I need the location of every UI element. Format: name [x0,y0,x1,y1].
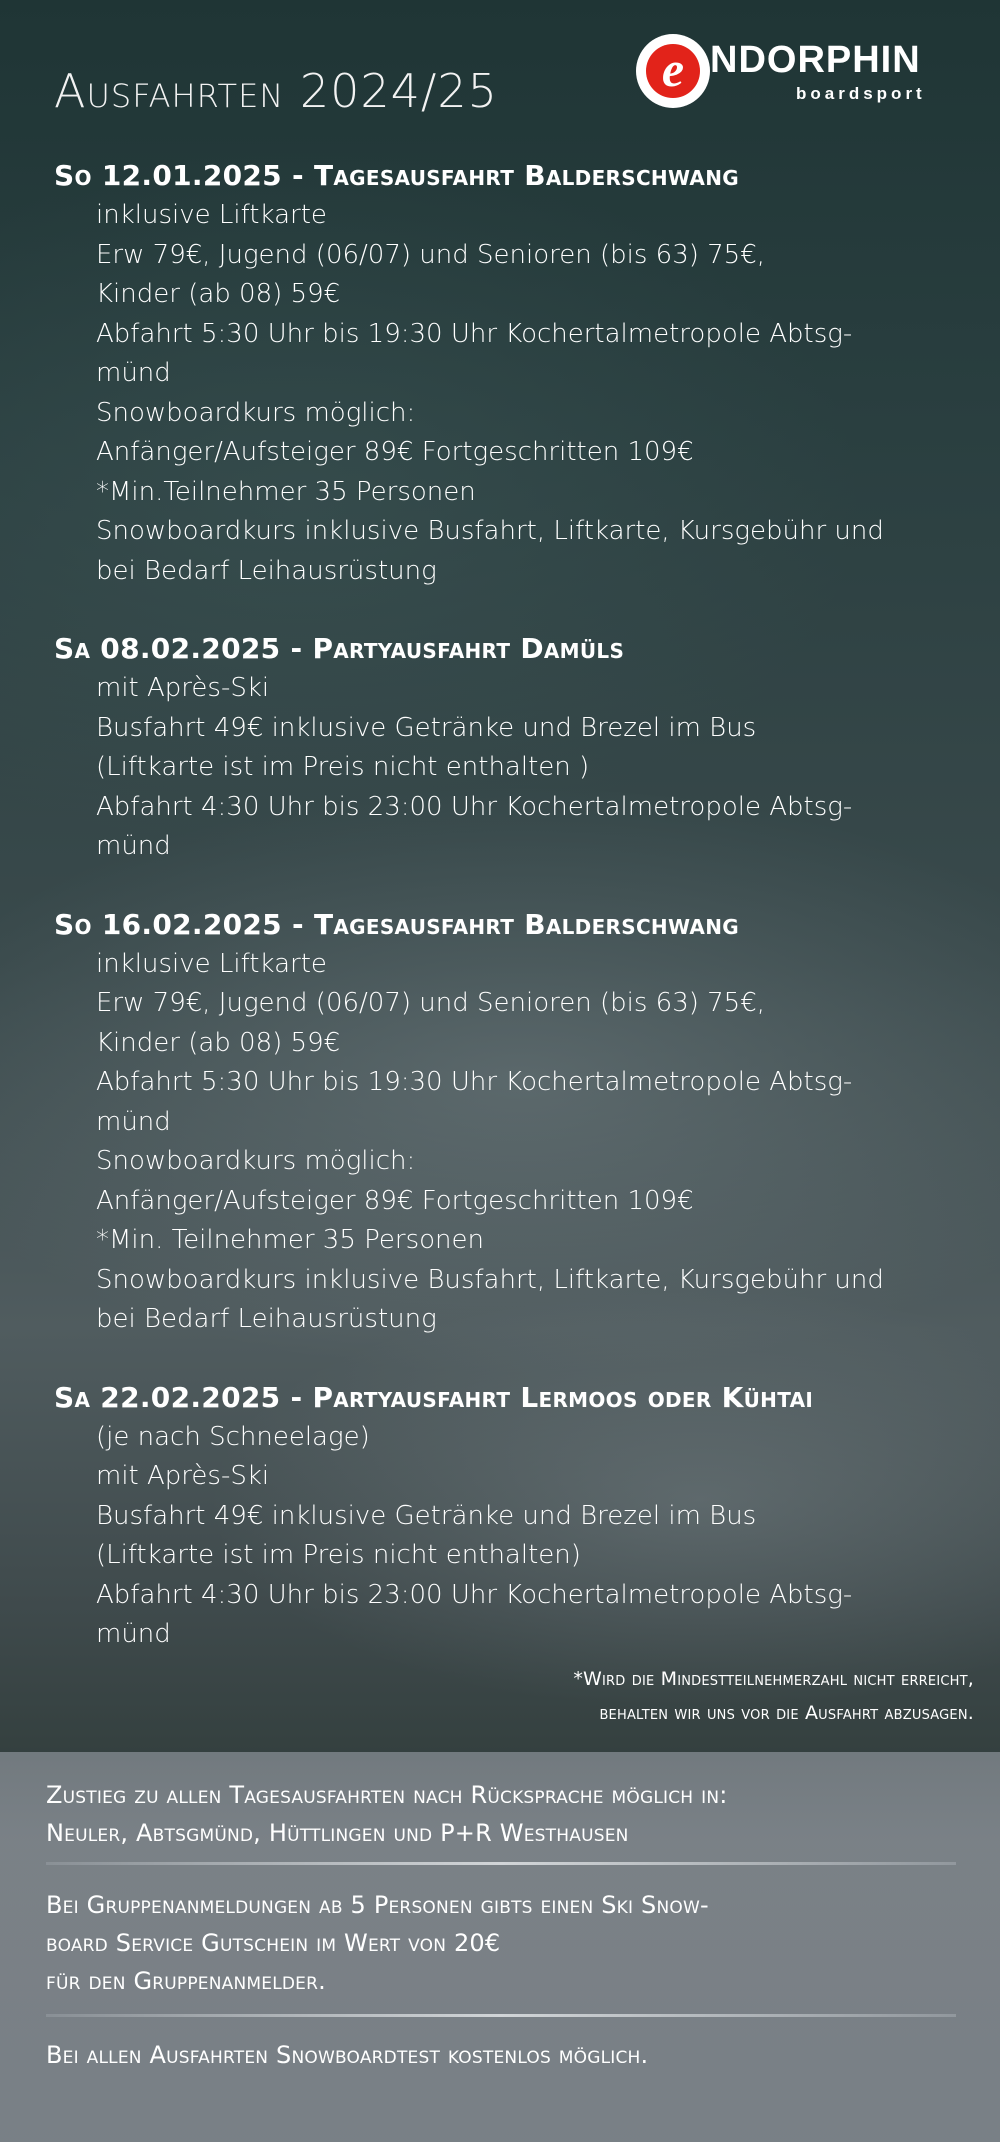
trip-detail: Abfahrt 4:30 Uhr bis 23:00 Uhr Kochertalmetropole Abtsg- [96,791,853,822]
trip-detail: *Min.Teilnehmer 35 Personen [96,476,476,507]
trip-detail: bei Bedarf Leihausrüstung [96,1304,437,1334]
trip-detail: Snowboardkurs inklusive Busfahrt, Liftkarte, Kursgebühr und [96,1264,884,1295]
trip-list [54,156,974,1693]
trip-detail: inklusive Liftkarte [96,948,327,979]
trip-detail: Abfahrt 5:30 Uhr bis 19:30 Uhr Kochertalmetropole Abtsg- [96,318,853,349]
trip-detail: Snowboardkurs möglich: [96,1146,416,1176]
cancellation-footnote [0,1662,974,1730]
trip-detail: (Liftkarte ist im Preis nicht enthalten) [96,1540,581,1570]
trip-detail: Anfänger/Aufsteiger 89€ Fortgeschritten 109€ [96,437,694,467]
boarding-info [46,1776,976,1852]
trip-detail: Abfahrt 4:30 Uhr bis 23:00 Uhr Kochertalmetropole Abtsg- [96,1579,853,1610]
trip-detail: Erw 79€, Jugend (06/07) und Senioren (bis 63) 75€, [96,988,766,1018]
divider [46,1862,956,1865]
trip-item [54,629,974,867]
footnote-line: behalten wir uns vor die Ausfahrt abzusagen. [599,1702,974,1724]
header [0,0,1000,150]
trip-detail: Snowboardkurs möglich: [96,397,416,428]
trip-item [54,156,974,591]
trip-detail: Anfänger/Aufsteiger 89€ Fortgeschritten 109€ [96,1185,694,1216]
trip-heading: So 16.02.2025 - Tagesausfahrt Balderschwang [54,907,739,941]
trip-detail: *Min. Teilnehmer 35 Personen [96,1225,484,1255]
logo-mark: e [646,44,700,98]
info-line: für den Gruppenanmelder. [46,1967,326,1995]
trip-detail: Busfahrt 49€ inklusive Getränke und Brezel im Bus [96,1500,757,1531]
trip-detail: Busfahrt 49€ inklusive Getränke und Brezel im Bus [96,712,757,743]
trip-detail: Kinder (ab 08) 59€ [96,279,341,309]
info-line: Zustieg zu allen Tagesausfahrten nach Rücksprache möglich in: [46,1781,728,1809]
endorphin-logo [632,30,972,118]
trip-heading: Sa 22.02.2025 - Partyausfahrt Lermoos oder Kühtai [54,1380,814,1414]
trip-detail: mit Après-Ski [96,673,270,703]
divider [46,2014,956,2017]
trip-item [54,905,974,1340]
footnote-line: *Wird die Mindestteilnehmerzahl nicht erreicht, [573,1668,974,1690]
group-info [46,1886,976,2000]
trip-detail: inklusive Liftkarte [96,200,327,230]
info-line: board Service Gutschein im Wert von 20€ [46,1929,501,1957]
logo-circle-icon [636,34,710,108]
trip-heading: So 12.01.2025 - Tagesausfahrt Balderschwang [54,159,739,192]
trip-detail: münd [96,358,171,388]
trip-detail: (je nach Schneelage) [96,1421,370,1452]
trip-detail: münd [96,1619,171,1649]
trip-detail: Kinder (ab 08) 59€ [96,1027,341,1058]
trip-detail: mit Après-Ski [96,1461,270,1491]
info-line: Bei Gruppenanmeldungen ab 5 Personen gibts einen Ski Snow- [46,1891,709,1919]
trip-detail: Erw 79€, Jugend (06/07) und Senioren (bis 63) 75€, [96,239,766,270]
info-line: Bei allen Ausfahrten Snowboardtest kostenlos möglich. [46,2041,649,2069]
trip-detail: Abfahrt 5:30 Uhr bis 19:30 Uhr Kochertalmetropole Abtsg- [96,1067,853,1097]
trip-detail: Snowboardkurs inklusive Busfahrt, Liftkarte, Kursgebühr und [96,516,884,546]
test-info [46,2036,976,2074]
logo-wordmark: NDORPHIN [710,39,921,81]
trip-detail: münd [96,1106,171,1137]
trip-detail: münd [96,831,171,861]
trip-item [54,1378,974,1655]
trip-detail: bei Bedarf Leihausrüstung [96,555,437,586]
info-line: Neuler, Abtsgmünd, Hüttlingen und P+R Westhausen [46,1819,629,1847]
trip-heading: Sa 08.02.2025 - Partyausfahrt Damüls [54,632,625,665]
logo-subtitle: boardsport [796,84,926,103]
trip-detail: (Liftkarte ist im Preis nicht enthalten ) [96,752,590,782]
info-panel [0,1752,1000,2142]
page-title: Ausfahrten 2024/25 [54,64,498,118]
